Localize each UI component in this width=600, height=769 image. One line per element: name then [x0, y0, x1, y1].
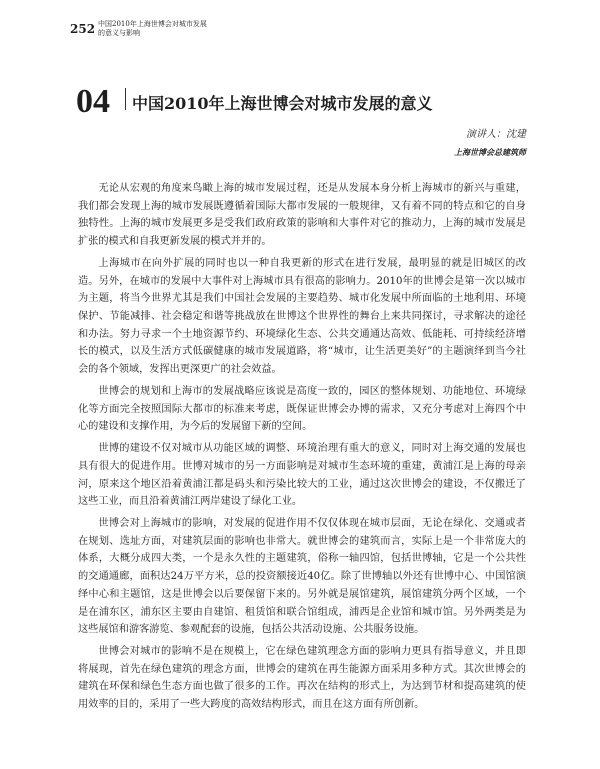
paragraph: 无论从宏观的角度来鸟瞰上海的城市发展过程，还是从发展本身分析上海城市的新兴与重建，我们都会发现上海的城市发展既遵循着国际大都市发展的一般规律，又有着不同的特点和它的自身独特性。上海的城市发展更多是受我们政府政策的影响和大事件对它的推动力，上海的城市发展是扩张的模式和自我更新发展的模式并并的。 — [78, 183, 526, 248]
running-title-line-2: 的意义与影响 — [98, 29, 140, 37]
paragraph: 世博的建设不仅对城市从功能区域的调整、环境治理有重大的意义，同时对上海交通的发展也具有很大的促进作用。世博对城市的另一方面影响是对城市生态环境的重建，黄浦江是上海的母亲河，原来这个地区沿着黄浦江都是码头和污染比较大的工业，通过这次世博会的建设，不仅搬迁了这些工业，而且沿着黄浦江两岸建设了绿化工业。 — [78, 443, 526, 508]
running-title — [98, 20, 207, 38]
paragraph: 世博会对城市的影响不是在规模上，它在绿色建筑理念方面的影响力更具有指导意义，并且即将展现，首先在绿色建筑的理念方面，世博会的建筑在再生能源方面采用多种方式。其次世博会的建筑在环保和绿色生态方面也做了很多的工作。再次在结构的形式上，为达到节材和提高建筑的使用效率的目的，采用了一些大跨度的高效结构形式，而且在这方面有所创新。 — [78, 646, 526, 711]
paragraph: 上海城市在向外扩展的同时也以一种自我更新的形式在进行发展，最明显的就是旧城区的改造。另外，在城市的发展中大事件对上海城市具有很高的影响力。2010年的世博会是第一次以城市为主题，将当今世界尤其是我们中国社会发展的主要趋势、城市化发展中所面临的土地利用、环境保护、节能减排、社会稳定和谐等挑战放在世博这个世界性的舞台上来共同探讨，寻求解决的途径和办法。努力寻求一个土地资源节约、环境绿化生态、公共交通通达高效、低能耗、可持续经济增长的模式，以及生活方式低碳健康的城市发展道路，将“城市，让生活更美好”的主题演绎到当今社会的各个领域，发挥出更深更广的社会效益。 — [78, 257, 526, 376]
page-number: 252 — [70, 22, 96, 36]
chapter-divider — [125, 88, 126, 110]
speaker-affiliation: 上海世博会总建筑师 — [454, 147, 526, 157]
chapter-heading — [76, 84, 526, 124]
running-title-line-1: 中国2010年上海世博会对城市发展 — [98, 20, 207, 28]
paragraph: 世博会对上海城市的影响，对发展的促进作用不仅仅体现在城市层面，无论在绿化、交通或者在规划、选址方面，对建筑层面的影响也非常大。就世博会的建筑而言，实际上是一个非常庞大的体系，大概分成四大类，一个是永久性的主题建筑，俗称一轴四馆，包括世博轴，它是一个公共性的交通通廊，面积达24万平方米，总的投资额接近40亿。除了世博轴以外还有世博中心、中国馆演绎中心和主题馆，这是世博会以后要保留下来的。另外就是展馆建筑，展馆建筑分两个区域，一个是在浦东区，浦东区主要由自建馆、租赁馆和联合馆组成，浦西是企业馆和城市馆。另外两类是为这些展馆和游客游览、参观配套的设施，包括公共活动设施、公共服务设施。 — [78, 518, 526, 636]
speaker-name: 演讲人：沈建 — [466, 129, 526, 140]
paragraph: 世博会的规划和上海市的发展战略应该说是高度一致的，园区的整体规划、功能地位、环境绿化等方面完全按照国际大都市的标准来考虑，既保证世博会办博的需求，又充分考虑对上海四个中心的建设和支撑作用，为今后的发展留下新的空间。 — [78, 385, 526, 433]
chapter-number: 04 — [76, 83, 110, 120]
chapter-title: 中国2010年上海世博会对城市发展的意义 — [132, 94, 433, 113]
article-body — [78, 180, 526, 718]
